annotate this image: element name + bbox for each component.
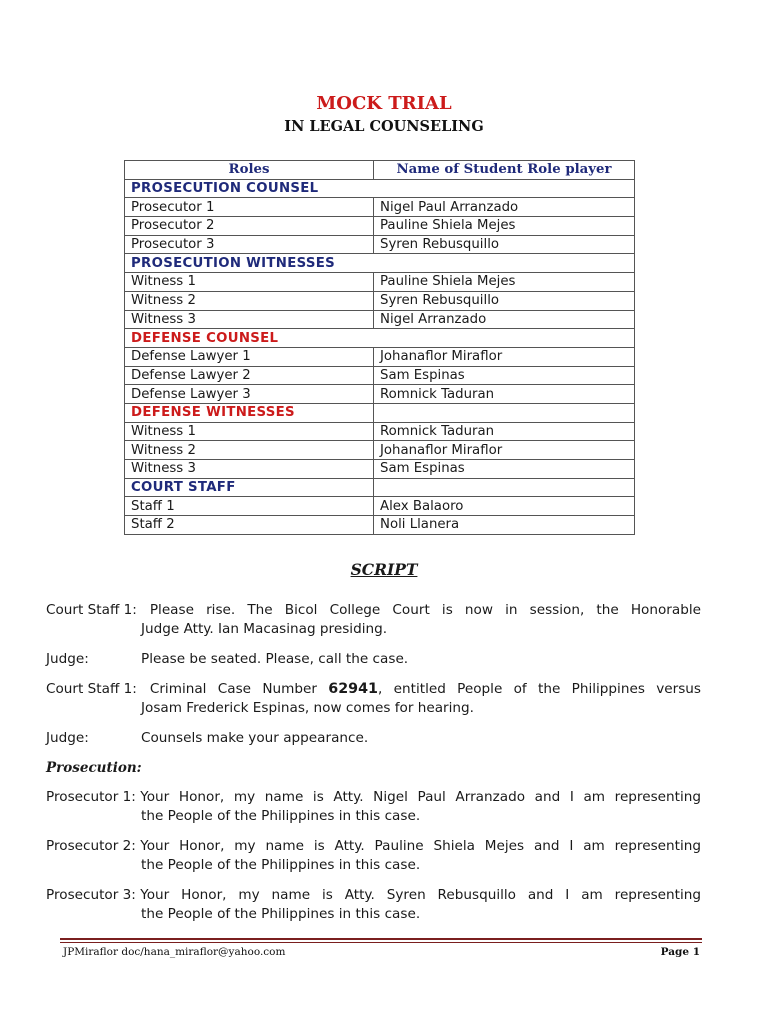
table-row bbox=[125, 291, 635, 310]
role-cell: Defense Lawyer 1 bbox=[125, 347, 374, 366]
player-cell: Sam Espinas bbox=[374, 460, 635, 479]
script-paragraph bbox=[46, 788, 701, 826]
player-cell: Sam Espinas bbox=[374, 366, 635, 385]
section-row bbox=[125, 403, 635, 422]
dialogue-line: Your Honor, my name is Atty. Syren Rebusquillo and I am representing bbox=[140, 887, 701, 903]
footer-divider bbox=[60, 938, 702, 940]
speaker-label: Judge: bbox=[46, 651, 89, 667]
speaker-label: Prosecutor 3: bbox=[46, 887, 136, 903]
table-row bbox=[125, 366, 635, 385]
dialogue-line: the People of the Philippines in this case. bbox=[141, 857, 421, 873]
role-cell: Witness 2 bbox=[125, 291, 374, 310]
player-cell: Johanaflor Miraflor bbox=[374, 347, 635, 366]
role-cell: Witness 2 bbox=[125, 441, 374, 460]
role-cell: Prosecutor 1 bbox=[125, 198, 374, 217]
player-cell: Pauline Shiela Mejes bbox=[374, 217, 635, 236]
table-row bbox=[125, 385, 635, 404]
role-cell: Defense Lawyer 2 bbox=[125, 366, 374, 385]
dialogue-line: Counsels make your appearance. bbox=[141, 730, 369, 746]
section-defense-counsel: DEFENSE COUNSEL bbox=[125, 329, 635, 348]
table-row bbox=[125, 310, 635, 329]
speaker-label: Judge: bbox=[46, 730, 89, 746]
script-paragraph bbox=[46, 601, 701, 639]
player-cell: Syren Rebusquillo bbox=[374, 291, 635, 310]
table-row bbox=[125, 497, 635, 516]
speaker-label: Prosecutor 2: bbox=[46, 838, 136, 854]
document-title: MOCK TRIAL bbox=[316, 93, 452, 114]
dialogue-line: the People of the Philippines in this case. bbox=[141, 808, 421, 824]
table-header-row bbox=[125, 161, 635, 180]
player-cell: Nigel Arranzado bbox=[374, 310, 635, 329]
role-cell: Witness 1 bbox=[125, 422, 374, 441]
document-subtitle: IN LEGAL COUNSELING bbox=[284, 118, 484, 135]
table-row bbox=[125, 441, 635, 460]
role-cell: Prosecutor 2 bbox=[125, 217, 374, 236]
dialogue-line: Criminal Case Number 62941, entitled People of the Philippines versus bbox=[149, 681, 701, 697]
table-row bbox=[125, 347, 635, 366]
player-cell: Romnick Taduran bbox=[374, 385, 635, 404]
page-number: Page 1 bbox=[660, 946, 700, 958]
player-cell: Pauline Shiela Mejes bbox=[374, 273, 635, 292]
role-cell: Staff 1 bbox=[125, 497, 374, 516]
role-cell: Defense Lawyer 3 bbox=[125, 385, 374, 404]
script-paragraph bbox=[46, 837, 701, 875]
role-cell: Witness 3 bbox=[125, 460, 374, 479]
script-heading: SCRIPT bbox=[350, 560, 418, 579]
dialogue-line: Josam Frederick Espinas, now comes for hearing. bbox=[141, 700, 474, 716]
table-row bbox=[125, 273, 635, 292]
table-row bbox=[125, 235, 635, 254]
empty-cell bbox=[374, 403, 635, 422]
section-prosecution-counsel: PROSECUTION COUNSEL bbox=[125, 179, 635, 198]
dialogue-line: Your Honor, my name is Atty. Pauline Shiela Mejes and I am representing bbox=[140, 838, 701, 854]
footer-divider bbox=[60, 942, 702, 943]
table-row bbox=[125, 516, 635, 535]
player-cell: Syren Rebusquillo bbox=[374, 235, 635, 254]
table-row bbox=[125, 422, 635, 441]
player-cell: Alex Balaoro bbox=[374, 497, 635, 516]
player-cell: Romnick Taduran bbox=[374, 422, 635, 441]
case-number: 62941 bbox=[328, 681, 379, 697]
role-cell: Prosecutor 3 bbox=[125, 235, 374, 254]
dialogue-line: Judge Atty. Ian Macasinag presiding. bbox=[141, 621, 388, 637]
role-cell: Witness 3 bbox=[125, 310, 374, 329]
dialogue-line: Please be seated. Please, call the case. bbox=[141, 651, 409, 667]
table-row bbox=[125, 460, 635, 479]
roles-table bbox=[124, 160, 635, 535]
section-row bbox=[125, 254, 635, 273]
speaker-label: Prosecutor 1: bbox=[46, 789, 136, 805]
script-paragraph bbox=[46, 680, 701, 718]
footer-author: JPMiraflor doc/hana_miraflor@yahoo.com bbox=[63, 946, 286, 958]
role-cell: Witness 1 bbox=[125, 273, 374, 292]
player-cell: Johanaflor Miraflor bbox=[374, 441, 635, 460]
role-cell: Staff 2 bbox=[125, 516, 374, 535]
prosecution-label: Prosecution: bbox=[46, 760, 142, 776]
empty-cell bbox=[374, 478, 635, 497]
roles-header: Roles bbox=[125, 161, 374, 180]
script-paragraph bbox=[46, 886, 701, 924]
dialogue-line: the People of the Philippines in this case. bbox=[141, 906, 421, 922]
player-cell: Noli Llanera bbox=[374, 516, 635, 535]
speaker-label: Court Staff 1: bbox=[46, 602, 137, 618]
section-court-staff: COURT STAFF bbox=[125, 478, 374, 497]
section-row bbox=[125, 329, 635, 348]
script-paragraph bbox=[46, 650, 701, 669]
section-defense-witnesses: DEFENSE WITNESSES bbox=[125, 403, 374, 422]
script-body bbox=[46, 601, 701, 935]
script-paragraph bbox=[46, 729, 701, 748]
speaker-label: Court Staff 1: bbox=[46, 681, 137, 697]
table-row bbox=[125, 217, 635, 236]
player-cell: Nigel Paul Arranzado bbox=[374, 198, 635, 217]
table-row bbox=[125, 198, 635, 217]
role-player-header: Name of Student Role player bbox=[374, 161, 635, 180]
section-row bbox=[125, 478, 635, 497]
section-prosecution-witnesses: PROSECUTION WITNESSES bbox=[125, 254, 635, 273]
section-row bbox=[125, 179, 635, 198]
dialogue-line: Your Honor, my name is Atty. Nigel Paul Arranzado and I am representing bbox=[140, 789, 701, 805]
dialogue-line: Please rise. The Bicol College Court is now in session, the Honorable bbox=[149, 602, 701, 618]
